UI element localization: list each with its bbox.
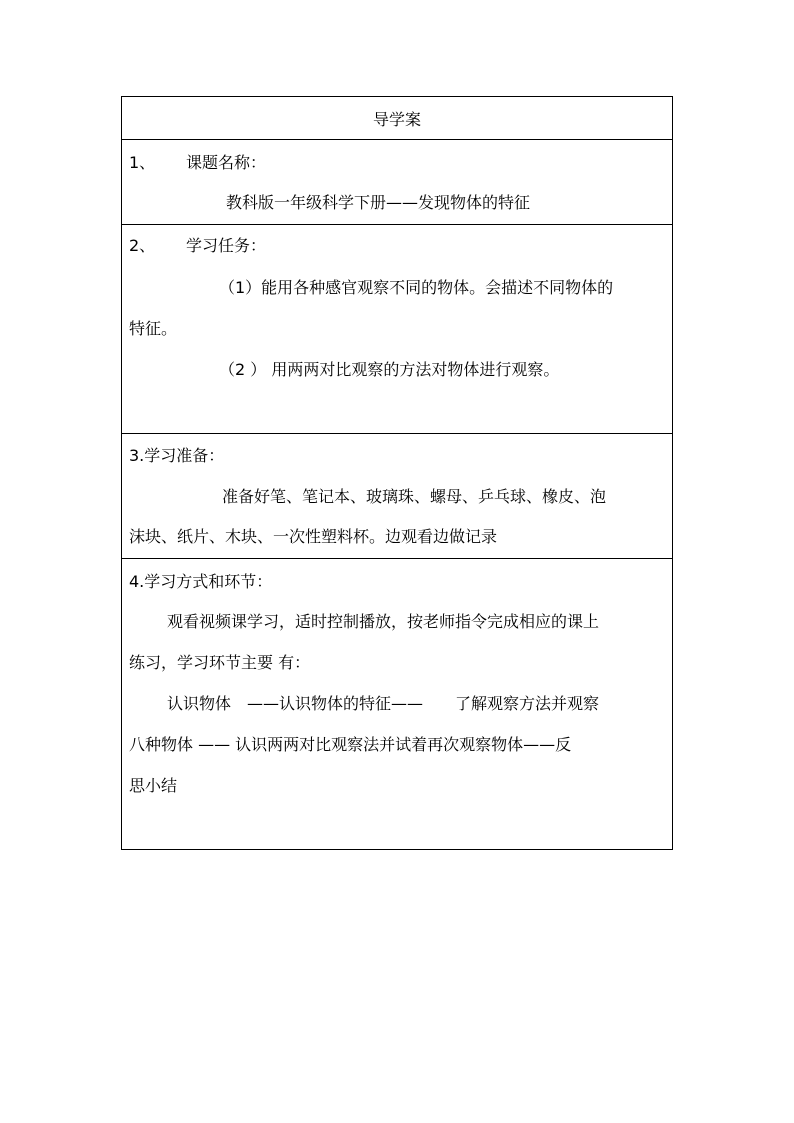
section4-heading: 4.学习方式和环节： <box>129 572 273 591</box>
section-methods <box>122 558 672 849</box>
section1-heading: 课题名称： <box>186 153 267 172</box>
section1-content: 教科版一年级科学下册——发现物体的特征 <box>226 193 531 212</box>
section-tasks <box>122 224 672 433</box>
task1-line1: （1）能用各种感官观察不同的物体。会描述不同物体的 <box>219 278 614 297</box>
task2-line: （2 ） 用两两对比观察的方法对物体进行观察。 <box>219 360 560 379</box>
section-preparation <box>122 433 672 558</box>
methods-para1-line2: 练习，学习环节主要 有： <box>129 653 311 672</box>
section2-number: 2、 <box>129 236 156 255</box>
section2-heading: 学习任务： <box>186 236 267 255</box>
methods-para1-line1: 观看视频课学习，适时控制播放，按老师指令完成相应的课上 <box>167 612 600 631</box>
preparation-line2: 沫块、纸片、木块、一次性塑料杯。边观看边做记录 <box>129 527 498 546</box>
methods-para2-line1: 认识物体 ——认识物体的特征—— 了解观察方法并观察 <box>167 694 600 713</box>
task1-line2: 特征。 <box>129 319 178 338</box>
section-topic <box>122 139 672 224</box>
methods-para2-line3: 思小结 <box>129 776 178 795</box>
section3-heading: 3.学习准备： <box>129 446 225 465</box>
document-title: 导学案 <box>372 109 421 129</box>
study-guide-table <box>121 96 673 850</box>
title-row <box>122 97 672 139</box>
methods-para2-line2: 八种物体 —— 认识两两对比观察法并试着再次观察物体——反 <box>129 735 572 754</box>
preparation-line1: 准备好笔、笔记本、玻璃珠、螺母、乒乓球、橡皮、泡 <box>222 487 607 506</box>
section1-number: 1、 <box>129 153 156 172</box>
